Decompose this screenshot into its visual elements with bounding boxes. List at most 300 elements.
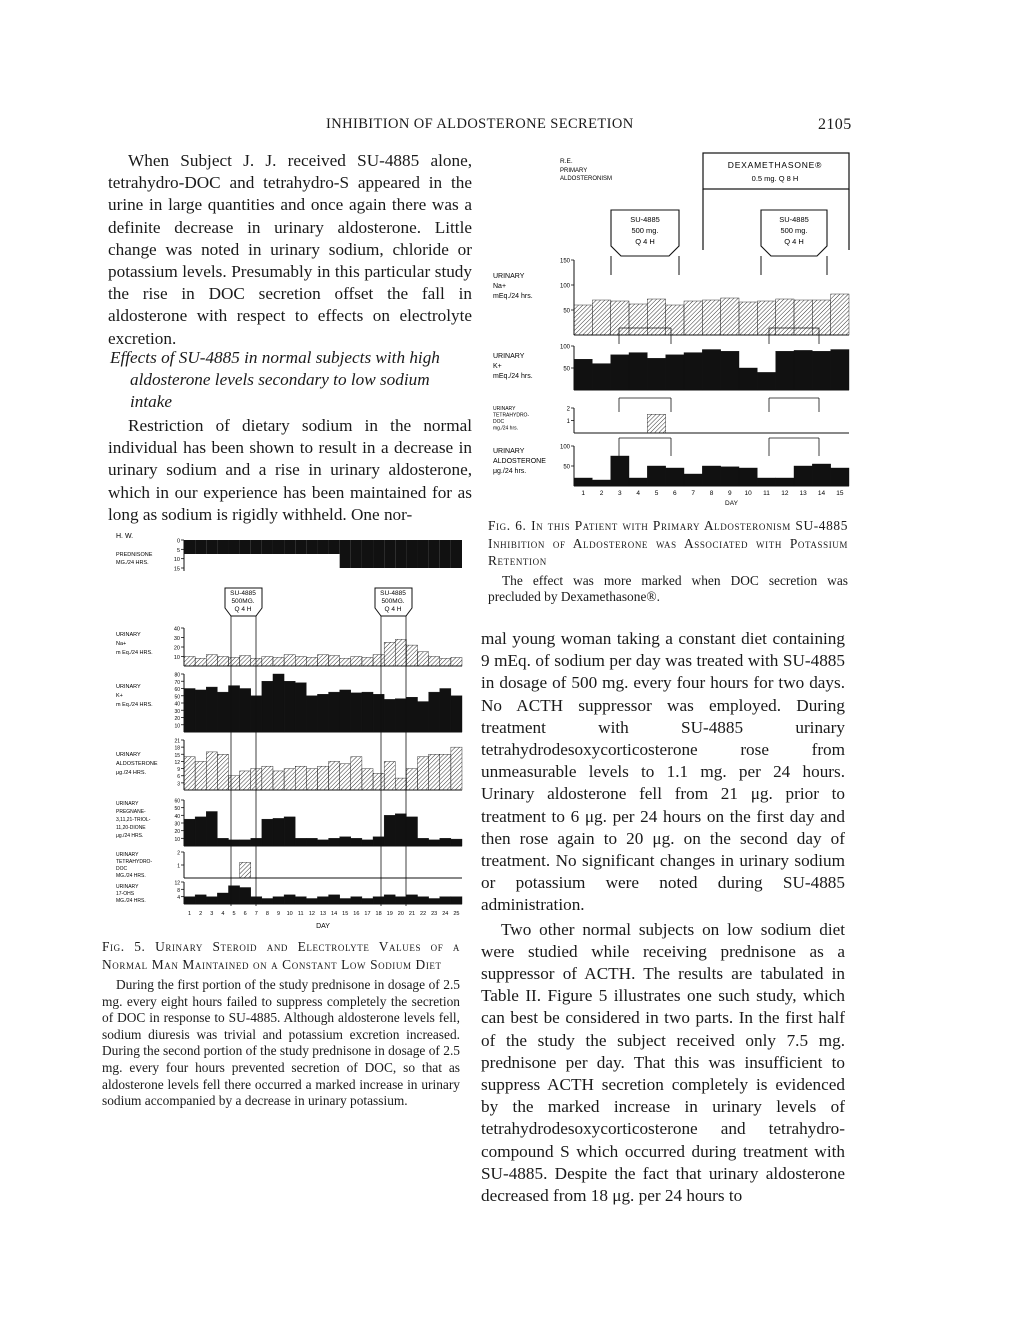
fig6-na-bar (721, 298, 739, 335)
fig5-preg-bar (306, 838, 317, 846)
fig5-ohs-bar (306, 899, 317, 905)
fig5-x-tick-label: 4 (221, 911, 225, 917)
fig6-aldo-bar (721, 467, 739, 486)
fig5-aldo-tick-label: 12 (174, 759, 180, 766)
fig5-su-label: SU-4885 (380, 590, 406, 597)
fig5-ohs-ylabel: URINARY (116, 884, 139, 890)
fig6-aldo-bar (831, 468, 849, 486)
fig6-x-tick-label: 5 (654, 490, 659, 497)
fig5-k-ylabel: m Eq./24 HRS. (116, 702, 153, 708)
fig5-x-tick-label: 24 (442, 911, 449, 917)
fig6-na-tick-label: 50 (563, 308, 570, 315)
fig6-na-bar (831, 294, 849, 335)
running-title: INHIBITION OF ALDOSTERONE SECRETION (326, 116, 634, 132)
fig5-x-tick-label: 15 (342, 911, 349, 917)
fig5-k-bar (440, 689, 451, 733)
fig5-pred-ylabel: PREDNISONE (116, 552, 153, 558)
fig5-k-bar (206, 687, 217, 732)
fig5-ohs-bar (429, 899, 440, 905)
fig6-aldo-tick-label: 50 (563, 464, 570, 471)
fig5-x-tick-label: 17 (364, 911, 371, 917)
fig5-na-ylabel: Na+ (116, 641, 127, 647)
fig5-ohs-bar (228, 886, 239, 904)
fig5-x-tick-label: 13 (319, 911, 327, 917)
fig5-k-tick-label: 10 (174, 723, 180, 730)
fig6-k-bar (611, 355, 629, 390)
fig5-k-bar (429, 692, 440, 732)
section-heading (108, 347, 472, 414)
fig5-ohs-bar (440, 897, 451, 904)
fig5-preg-tick-label: 40 (174, 813, 180, 820)
fig5-preg-bar (351, 838, 362, 846)
fig5-aldo-tick-label: 6 (177, 774, 180, 781)
fig6-x-tick-label: 2 (599, 490, 604, 497)
fig5-na-bar (451, 657, 462, 666)
fig5-x-tick-label: 6 (243, 911, 247, 917)
fig5-na-tick-label: 30 (173, 636, 180, 642)
fig6-su-label: SU-4885 (779, 215, 809, 224)
fig6-na-bar (684, 301, 702, 335)
fig5-x-tick-label: 19 (386, 911, 393, 917)
fig5-ohs-bar (295, 897, 306, 904)
fig5-aldo-bar (362, 769, 373, 790)
fig5-k-bar (240, 689, 251, 733)
fig5-doc-ylabel: URINARY (116, 852, 139, 858)
fig5-na-bar (206, 655, 217, 666)
fig5-doc-ylabel: MG./24 HRS. (116, 873, 146, 879)
fig6-k-bar (794, 350, 812, 390)
fig5-pred-bar (451, 540, 462, 568)
fig5-k-bar (406, 697, 417, 732)
fig5-ohs-bar (373, 897, 384, 904)
fig6-na-ylabel: Na+ (493, 283, 507, 290)
fig5-aldo-bar (262, 766, 273, 790)
fig5-preg-bar (329, 838, 340, 846)
fig5-aldo-bar (329, 761, 340, 790)
fig5-pred-bar (362, 540, 373, 568)
fig5-pred-bar (418, 540, 429, 568)
fig5-aldo-tick-label: 9 (177, 767, 180, 774)
fig6-chart (483, 150, 853, 510)
fig5-doc-tick-label: 2 (177, 850, 180, 857)
fig5-k-bar (418, 702, 429, 732)
fig5-k-ylabel: URINARY (116, 684, 141, 690)
fig5-x-tick-label: 22 (420, 911, 427, 917)
fig5-aldo-tick-label: 18 (174, 745, 180, 752)
fig6-aldo-bar (647, 466, 665, 486)
fig6-k-bar (812, 351, 830, 390)
fig5-k-tick-label: 70 (174, 679, 180, 686)
fig5-k-bar (262, 681, 273, 732)
fig5-aldo-tick-label: 3 (177, 781, 180, 788)
fig5-x-tick-label: 5 (232, 911, 236, 917)
fig5-doc-ylabel: DOC (116, 866, 128, 872)
fig5-aldo-ylabel: ALDOSTERONE (116, 761, 158, 767)
fig5-na-ylabel: URINARY (116, 632, 141, 638)
fig6-aldo-bar (611, 456, 629, 486)
fig6-x-tick-label: 7 (691, 490, 695, 497)
fig6-na-bar (592, 300, 610, 335)
fig5-preg-ylabel: URINARY (116, 801, 139, 807)
fig5-preg-bar (395, 814, 406, 846)
fig5-x-tick-label: 25 (453, 911, 460, 917)
fig6-su-freq: Q 4 H (635, 237, 655, 246)
fig5-na-bar (195, 658, 206, 666)
fig5-x-tick-label: 21 (408, 911, 416, 917)
fig5-ohs-bar (418, 897, 429, 904)
fig6-caption-title: Fig. 6. In this Patient with Primary Aldosteronism SU-4885 Inhibition of Aldosterone was Associated with Potassium Retention (488, 518, 848, 568)
fig6-na-bar (666, 305, 684, 335)
fig5-x-tick-label: 9 (276, 911, 281, 917)
fig6-x-tick-label: 11 (763, 490, 770, 497)
fig6-k-ylabel: K+ (493, 363, 502, 370)
fig6-x-tick-label: 14 (817, 490, 826, 497)
fig6-aldo-bar (702, 466, 720, 486)
fig6-x-tick-label: 9 (728, 490, 732, 497)
fig6-doc-ylabel: mg./24 hrs. (493, 425, 519, 432)
fig6-aldo-bar (592, 480, 610, 486)
fig5-ohs-ylabel: MG./24 HRS. (116, 898, 146, 904)
fig6-su-label: SU-4885 (630, 215, 660, 224)
fig6-x-tick-label: 6 (673, 490, 677, 497)
fig6-doc-tick-label: 2 (566, 406, 570, 413)
fig5-na-bar (295, 657, 306, 667)
fig5-aldo-bar (217, 754, 228, 790)
fig5-aldo-bar (184, 757, 195, 790)
fig5-su-freq: Q 4 H (234, 606, 252, 613)
fig5-preg-bar (418, 838, 429, 846)
fig5-k-bar (351, 693, 362, 732)
fig6-aldo-bar (794, 466, 812, 486)
fig5-na-tick-label: 20 (173, 645, 180, 652)
fig5-chart (112, 526, 472, 936)
fig5-pred-bar (306, 540, 317, 554)
fig5-na-bar (362, 657, 373, 666)
fig5-k-bar (273, 674, 284, 732)
fig5-aldo-bar (273, 771, 284, 790)
fig5-pred-bar (351, 540, 362, 568)
fig5-aldo-ylabel: μg./24 HRS. (116, 770, 147, 776)
fig5-aldo-bar (406, 769, 417, 790)
fig6-x-tick-label: 1 (581, 490, 585, 497)
fig5-x-tick-label: 3 (210, 911, 214, 917)
fig6-x-tick-label: 3 (618, 490, 622, 497)
fig6-su-dose: 500 mg. (631, 226, 659, 235)
fig5-ohs-tick-label: 8 (177, 887, 180, 894)
fig5-preg-bar (184, 819, 195, 846)
fig5-pred-ylabel: MG./24 HRS. (116, 560, 149, 566)
fig5-pred-bar (340, 540, 351, 568)
fig5-x-tick-label: 18 (375, 911, 382, 917)
fig6-na-bar (739, 302, 757, 335)
fig5-ohs-bar (406, 895, 417, 904)
fig5-k-bar (228, 686, 239, 732)
fig5-na-bar (329, 656, 340, 666)
fig5-aldo-bar (451, 747, 462, 790)
fig5-x-tick-label: 14 (331, 911, 338, 917)
fig5-k-bar (395, 699, 406, 732)
fig5-ohs-bar (395, 897, 406, 904)
fig6-aldo-bar (574, 478, 592, 486)
paragraph: mal young woman taking a constant diet containing 9 mEq. of sodium per day was treated with SU-4885 in dosage of 500 mg. every four hours for two days. No ACTH suppressor was employed. During treatment with SU-4885 urinary tetrahydrodesoxycorticosterone rose from unmeasurable levels to 1.1 mg. per 24 hours. Urinary aldosterone fell from 21 μg. prior to treatment to 6 μg. per 24 hours on the first day and then rose again to 20 μg. on the second day of treatment. No significant changes in urinary sodium or potassium were noted during SU-4885 administration. (481, 629, 845, 915)
left-column-top (108, 150, 472, 350)
fig5-preg-tick-label: 60 (174, 798, 180, 805)
fig5-ohs-bar (329, 895, 340, 904)
fig5-aldo-bar (228, 776, 239, 790)
fig6-doc-ylabel: TETRAHYDRO- (493, 412, 530, 419)
fig6-na-bar (794, 300, 812, 335)
fig5-preg-bar (195, 817, 206, 846)
fig5-na-bar (262, 657, 273, 667)
fig5-ohs-bar (340, 899, 351, 905)
fig5-aldo-ylabel: URINARY (116, 752, 141, 758)
fig5-x-tick-label: 23 (431, 911, 438, 917)
fig5-na-bar (406, 645, 417, 666)
fig5-na-bar (228, 657, 239, 666)
fig6-aldo-bar (739, 468, 757, 486)
fig5-preg-ylabel: PREGNANE- (116, 809, 146, 815)
fig5-preg-ylabel: 3,11,21-TRIOL- (116, 817, 151, 823)
fig5-xlabel: DAY (316, 923, 330, 930)
fig5-na-bar (284, 655, 295, 666)
fig6-na-tick-label: 150 (559, 258, 570, 265)
fig5-pred-bar (195, 540, 206, 554)
fig5-na-bar (429, 657, 440, 667)
fig5-pred-bar (273, 540, 284, 554)
fig5-k-ylabel: K+ (116, 693, 123, 699)
fig6-doc-ylabel: URINARY (493, 406, 516, 412)
fig5-pred-bar (251, 540, 262, 554)
fig5-preg-bar (373, 837, 384, 846)
fig6-k-bar (592, 364, 610, 390)
fig5-aldo-bar (306, 769, 317, 790)
fig6-k-ylabel: URINARY (493, 353, 525, 360)
fig5-ohs-bar (262, 899, 273, 905)
fig5-pred-bar (373, 540, 384, 568)
fig6-na-bar (574, 305, 592, 335)
fig5-ohs-bar (240, 888, 251, 905)
fig5-aldo-bar (240, 771, 251, 790)
fig6-k-tick-label: 50 (563, 366, 570, 373)
fig6-x-tick-label: 15 (836, 490, 844, 497)
fig6-na-bar (647, 299, 665, 335)
fig5-preg-ylabel: 11,20-DIONE (116, 825, 146, 831)
fig5-ohs-bar (195, 895, 206, 904)
fig6-k-bar (721, 351, 739, 390)
fig6-diagnosis: PRIMARY (560, 168, 588, 174)
fig5-ohs-bar (206, 897, 217, 904)
fig5-na-bar (351, 657, 362, 667)
fig5-aldo-bar (284, 769, 295, 790)
fig5-ohs-bar (273, 897, 284, 904)
fig5-k-bar (217, 692, 228, 732)
fig5-preg-bar (240, 840, 251, 846)
fig5-x-tick-label: 1 (188, 911, 192, 917)
fig5-pred-tick-label: 5 (176, 547, 180, 554)
fig5-aldo-bar (295, 766, 306, 790)
fig5-na-bar (395, 639, 406, 666)
fig5-pred-bar (184, 540, 195, 554)
fig5-na-ylabel: m Eq./24 HRS. (116, 650, 153, 656)
fig5-na-bar (340, 658, 351, 666)
fig6-na-bar (757, 301, 775, 335)
fig5-aldo-bar (418, 757, 429, 790)
fig5-aldo-tick-label: 21 (174, 738, 180, 745)
fig5-pred-bar (317, 540, 328, 554)
fig5-pred-tick-label: 10 (173, 557, 180, 564)
fig5-su-label: SU-4885 (230, 590, 256, 597)
fig5-na-bar (384, 642, 395, 666)
fig5-preg-bar (451, 839, 462, 846)
right-column-text (481, 628, 845, 1207)
fig5-na-bar (306, 657, 317, 666)
fig6-na-bar (702, 300, 720, 335)
fig6-k-bar (647, 358, 665, 390)
fig6-k-bar (757, 372, 775, 390)
fig6-patient: R.E. (560, 158, 573, 165)
fig5-k-bar (329, 692, 340, 732)
fig5-k-tick-label: 40 (174, 701, 180, 708)
fig5-pred-tick-label: 15 (173, 566, 180, 573)
fig5-k-bar (373, 694, 384, 732)
fig5-aldo-bar (429, 754, 440, 790)
fig5-k-bar (306, 696, 317, 732)
fig6-aldo-tick-label: 100 (559, 444, 570, 451)
fig5-su-dose: 500MG. (231, 598, 255, 605)
fig5-preg-tick-label: 30 (174, 821, 180, 828)
fig5-k-bar (317, 694, 328, 732)
fig5-na-bar (317, 655, 328, 666)
fig5-na-bar (418, 652, 429, 666)
fig5-aldo-bar (440, 754, 451, 790)
fig5-preg-bar (429, 840, 440, 846)
fig5-pred-bar (295, 540, 306, 554)
fig6-na-ylabel: URINARY (493, 273, 525, 280)
fig5-preg-bar (228, 840, 239, 846)
fig5-ohs-ylabel: 17-OHS (116, 891, 135, 897)
fig5-preg-tick-label: 10 (174, 836, 180, 843)
fig5-pred-bar (440, 540, 451, 568)
fig5-k-bar (195, 690, 206, 732)
fig5-na-bar (440, 658, 451, 666)
fig5-x-tick-label: 10 (286, 911, 293, 917)
fig5-k-bar (184, 689, 195, 733)
fig5-doc-bar (240, 862, 251, 878)
fig5-su-dose: 500MG. (381, 598, 405, 605)
fig5-x-tick-label: 2 (199, 911, 203, 917)
fig6-x-tick-label: 10 (744, 490, 752, 497)
fig6-xlabel: DAY (725, 500, 738, 507)
fig5-aldo-bar (340, 764, 351, 790)
fig5-subject: H. W. (116, 533, 134, 540)
fig6-su-dose: 500 mg. (780, 226, 808, 235)
fig5-aldo-bar (206, 752, 217, 790)
fig6-k-bar (629, 353, 647, 390)
fig5-pred-bar (217, 540, 228, 554)
fig5-preg-bar (284, 817, 295, 846)
fig5-na-tick-label: 10 (173, 655, 180, 661)
fig5-ohs-bar (284, 895, 295, 904)
fig5-k-bar (340, 690, 351, 732)
fig6-panels (493, 256, 849, 507)
fig6-x-tick-label: 4 (636, 490, 640, 497)
fig5-k-tick-label: 20 (174, 716, 180, 722)
fig6-na-bar (629, 304, 647, 335)
fig5-x-tick-label: 11 (297, 911, 304, 917)
fig5-ohs-tick-label: 12 (174, 880, 180, 887)
fig6-k-ylabel: mEq./24 hrs. (493, 373, 533, 380)
fig6-k-tick-label: 100 (559, 344, 570, 351)
left-column-para2 (108, 415, 472, 526)
fig5-caption-body: During the first portion of the study prednisone in dosage of 2.5 mg. every eight hours failed to suppress completely the secretion of DOC in response to SU-4885. Although aldosterone levels fell, sodium diuresis was trivial and potassium excretion increased. During the second portion of the study prednisone in dosage of 2.5 mg. every four hours prevented secretion of DOC, so that as aldosterone levels fell there occurred a marked increase in urinary sodium accompanied by a decrease in urinary potassium. (102, 977, 460, 1109)
fig6-na-bar (611, 301, 629, 335)
fig6-aldo-ylabel: ALDOSTERONE (493, 458, 546, 465)
fig5-aldo-bar (395, 778, 406, 790)
paragraph: Two other normal subjects on low sodium diet were studied while receiving prednisone as a suppressor of ACTH. The results are tabulated in Table II. Figure 5 illustrates one such study, which can best be considered in two parts. In the first half of the study the subject received only 7.5 mg. prednisone per day. That this was insufficient to suppress ACTH secretion completely is evidenced by the marked increase in urinary levels of tetrahydrodesoxycorticosterone and tetrahydro-compound S which occurred during treatment with SU-4885. Despite the fact that urinary aldosterone decreased from 18 μg. per 24 hours to (481, 919, 845, 1206)
fig6-k-bar (574, 359, 592, 390)
fig6-na-ylabel: mEq./24 hrs. (493, 293, 533, 300)
fig5-pred-tick-label: 0 (176, 538, 180, 545)
fig6-k-bar (666, 355, 684, 390)
fig5-doc-ylabel: TETRAHYDRO- (116, 859, 153, 865)
fig5-preg-bar (217, 838, 228, 846)
fig5-pred-bar (262, 540, 273, 554)
fig5-preg-bar (440, 838, 451, 846)
fig5-preg-bar (384, 815, 395, 846)
fig6-aldo-bar (812, 464, 830, 486)
fig6-x-tick-label: 8 (709, 490, 714, 497)
fig5-preg-bar (295, 838, 306, 846)
fig5-ohs-bar (362, 899, 373, 905)
fig5-preg-bar (362, 840, 373, 846)
fig5-pred-bar (284, 540, 295, 554)
fig6-k-bar (776, 351, 794, 390)
fig5-aldo-bar (195, 761, 206, 790)
fig5-ohs-bar (184, 897, 195, 904)
fig5-aldo-tick-label: 15 (174, 752, 180, 759)
fig6-na-bar (812, 300, 830, 335)
fig6-k-bar (702, 350, 720, 390)
fig5-pred-bar (384, 540, 395, 568)
fig5-preg-bar (317, 840, 328, 846)
fig5-x-tick-label: 8 (265, 911, 269, 917)
fig6-aldo-bar (666, 468, 684, 486)
fig6-aldo-bar (776, 478, 794, 486)
fig5-pred-bar (206, 540, 217, 554)
fig5-aldo-bar (351, 757, 362, 790)
fig6-aldo-bar (757, 478, 775, 486)
fig5-preg-bar (206, 812, 217, 847)
fig6-aldo-bar (629, 478, 647, 486)
fig6-aldo-ylabel: μg./24 hrs. (493, 468, 527, 475)
fig5-pred-bar (395, 540, 406, 568)
fig5-su-freq: Q 4 H (384, 606, 402, 613)
fig5-pred-bar (329, 540, 340, 554)
fig5-k-tick-label: 50 (174, 694, 180, 701)
fig5-ohs-bar (317, 897, 328, 904)
fig6-doc-tick-label: 1 (566, 419, 570, 425)
fig6-diagnosis: ALDOSTERONISM (560, 176, 613, 182)
fig5-na-bar (184, 657, 195, 667)
paragraph: Restriction of dietary sodium in the normal individual has been shown to result in a decrease in urinary sodium and a rise in urinary aldosterone, which in our experience has been maintained for as long as sodium is rigidly withheld. One nor- (108, 416, 472, 524)
fig6-su-freq: Q 4 H (784, 237, 804, 246)
page-number: 2105 (818, 116, 852, 133)
fig6-dexamethasone-box (703, 153, 849, 189)
fig6-aldo-ylabel: URINARY (493, 448, 525, 455)
fig5-preg-bar (406, 817, 417, 846)
fig5-pred-bar (406, 540, 417, 568)
fig5-na-bar (373, 655, 384, 666)
